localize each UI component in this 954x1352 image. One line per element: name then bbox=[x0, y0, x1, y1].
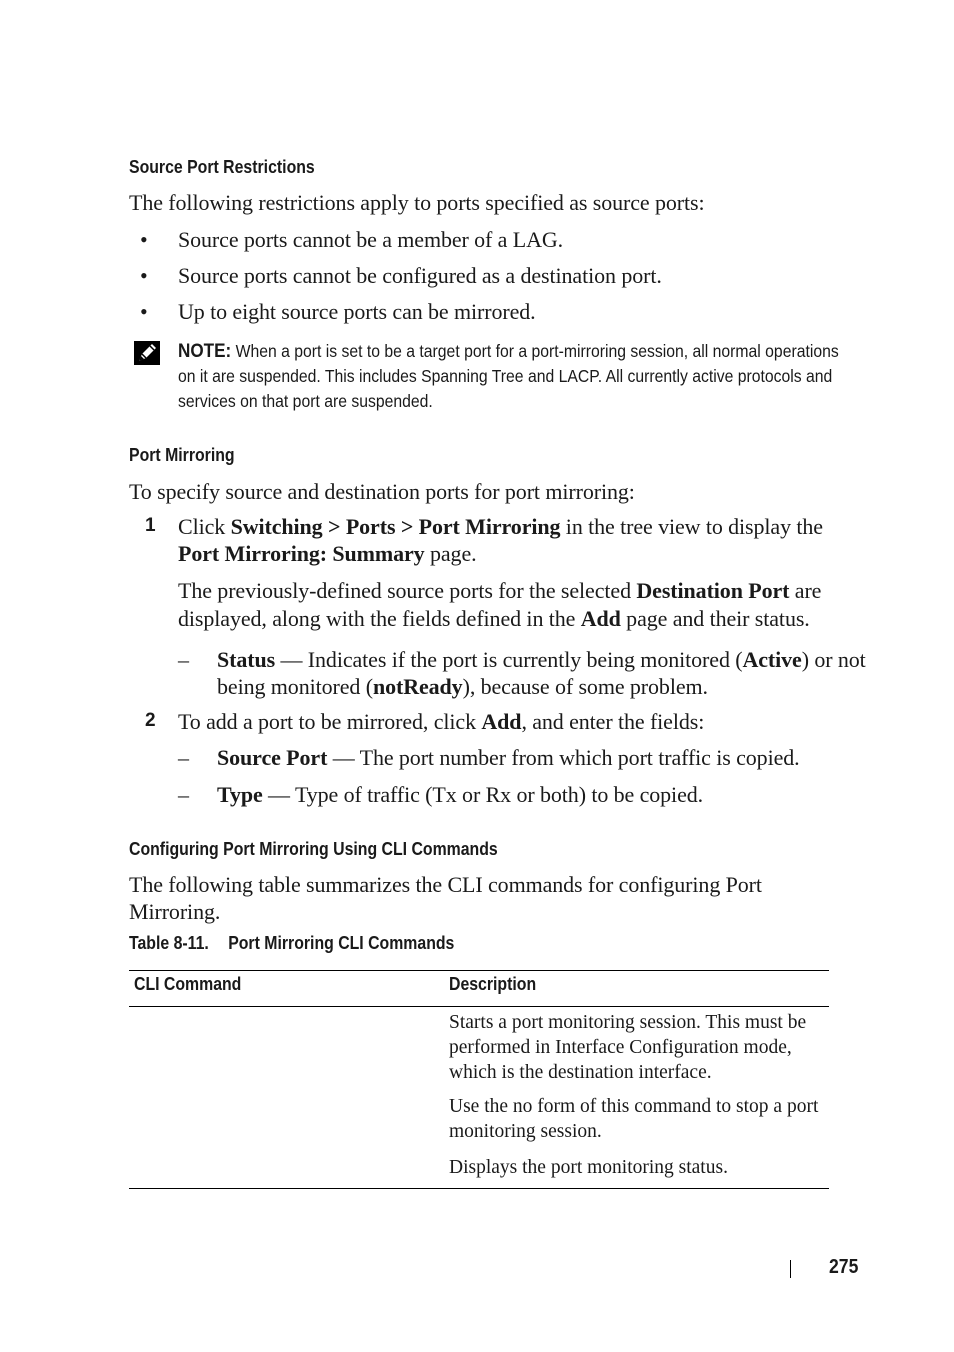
section-intro: The following restrictions apply to ports specified as source ports: bbox=[129, 190, 705, 215]
bullet-glyph: • bbox=[140, 227, 148, 252]
section-intro: To specify source and destination ports for port mirroring: bbox=[129, 479, 635, 504]
dash-glyph: – bbox=[178, 647, 189, 672]
table-bottom-rule bbox=[129, 1188, 829, 1189]
section-heading-port-mirroring: Port Mirroring bbox=[129, 445, 235, 465]
table-header-description: Description bbox=[449, 974, 537, 994]
section-heading-cli-commands: Configuring Port Mirroring Using CLI Commands bbox=[129, 839, 498, 859]
type-definition: Type — Type of traffic (Tx or Rx or both) to be copied. bbox=[217, 782, 704, 807]
dash-glyph: – bbox=[178, 782, 189, 807]
step-2-text: To add a port to be mirrored, click Add, and enter the fields: bbox=[178, 709, 705, 734]
step-number: 2 bbox=[145, 710, 156, 731]
source-port-definition: Source Port — The port number from which port traffic is copied. bbox=[217, 745, 800, 770]
status-definition: Status — Indicates if the port is currently being monitored (Active) or not being monitored (notReady), because of some problem. bbox=[217, 647, 866, 699]
section-heading-source-port-restrictions: Source Port Restrictions bbox=[129, 157, 315, 177]
page-number: 275 bbox=[829, 1256, 859, 1278]
pencil-note-icon bbox=[133, 340, 161, 366]
bullet-item: Source ports cannot be a member of a LAG. bbox=[178, 227, 564, 252]
table-top-rule bbox=[129, 970, 829, 971]
dash-glyph: – bbox=[178, 745, 189, 770]
step-number: 1 bbox=[145, 515, 156, 536]
section-intro: The following table summarizes the CLI commands for configuring Port Mirroring. bbox=[129, 872, 762, 924]
note-label: NOTE: bbox=[178, 341, 232, 362]
bullet-glyph: • bbox=[140, 263, 148, 288]
bullet-item: Source ports cannot be configured as a destination port. bbox=[178, 263, 662, 288]
note-body: When a port is set to be a target port for a port-mirroring session, all normal operations on it are suspended. This includes Spanning Tree and LACP. All currently active protocols and services on that port are suspended. bbox=[178, 341, 839, 411]
table-cell-description: Use the no form of this command to stop a port monitoring session. bbox=[449, 1096, 819, 1142]
note-text bbox=[178, 339, 855, 414]
table-header-cli-command: CLI Command bbox=[134, 974, 242, 994]
table-header-rule bbox=[129, 1006, 829, 1007]
bullet-item: Up to eight source ports can be mirrored. bbox=[178, 299, 536, 324]
table-caption: Table 8-11. Port Mirroring CLI Commands bbox=[129, 933, 455, 953]
page-name: Port Mirroring: Summary bbox=[178, 541, 425, 566]
table-cell-description: Starts a port monitoring session. This must be performed in Interface Configuration mode, which is the destination interface. bbox=[449, 1012, 807, 1083]
step-1-paragraph: The previously-defined source ports for the selected Destination Port are displayed, along with the fields defined in the Add page and their status. bbox=[178, 578, 822, 631]
bullet-glyph: • bbox=[140, 299, 148, 324]
table-cell-description: Displays the port monitoring status. bbox=[449, 1157, 728, 1178]
step-1-text: Click Switching > Ports > Port Mirroring in the tree view to display the Port Mirroring: Summary page. bbox=[178, 514, 823, 566]
menu-path: Switching > Ports > Port Mirroring bbox=[230, 514, 561, 539]
footer-divider bbox=[790, 1260, 791, 1278]
